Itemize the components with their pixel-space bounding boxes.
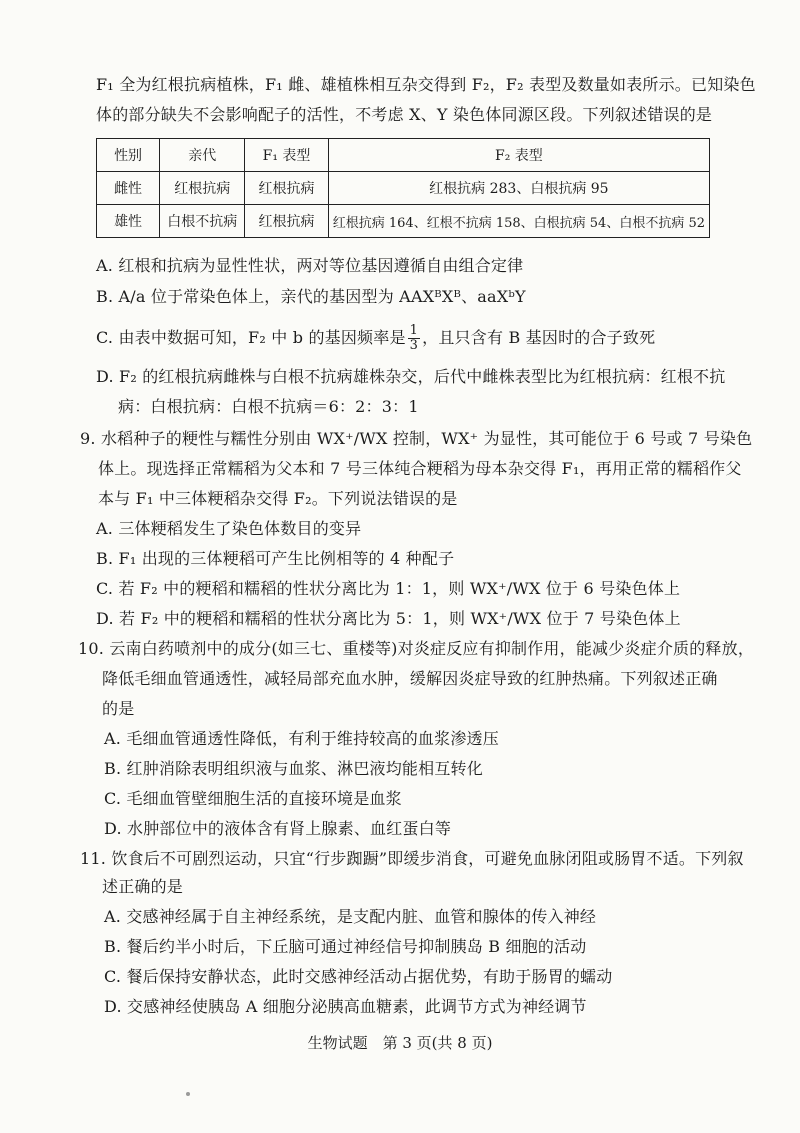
q9-option-d: D. 若 F₂ 中的粳稻和糯稻的性状分离比为 5：1，则 WX⁺/WX 位于 7 号染色体上 — [96, 609, 681, 628]
q8-option-a: A. 红根和抗病为显性性状，两对等位基因遵循自由组合定律 — [96, 256, 524, 275]
q10-option-b: B. 红肿消除表明组织液与血浆、淋巴液均能相互转化 — [104, 759, 483, 778]
q10-option-c: C. 毛细血管壁细胞生活的直接环境是血浆 — [104, 789, 402, 808]
q9-option-c: C. 若 F₂ 中的粳稻和糯稻的性状分离比为 1：1，则 WX⁺/WX 位于 6 号染色体上 — [96, 579, 681, 598]
q9-stem-line-3: 本与 F₁ 中三体粳稻杂交得 F₂。下列说法错误的是 — [98, 489, 458, 508]
q8-option-c — [96, 324, 655, 353]
genetics-table — [96, 138, 710, 238]
q8-option-d-line-1: D. F₂ 的红根抗病雌株与白根不抗病雄株杂交，后代中雌株表型比为红根抗病：红根不抗 — [96, 367, 726, 386]
q9-option-b: B. F₁ 出现的三体粳稻可产生比例相等的 4 种配子 — [96, 549, 455, 568]
table-cell: 红根抗病 — [245, 172, 328, 205]
fraction — [408, 324, 420, 353]
q11-option-a: A. 交感神经属于自主神经系统，是支配内脏、血管和腺体的传入神经 — [104, 907, 597, 926]
table-cell: 红根抗病 — [160, 172, 245, 205]
table-row — [97, 205, 710, 238]
table-cell: 红根抗病 — [245, 205, 328, 238]
q8-option-b: B. A/a 位于常染色体上，亲代的基因型为 AAXᴮXᴮ、aaXᵇY — [96, 287, 526, 306]
q8-option-d-line-2: 病：白根抗病：白根不抗病＝6：2：3：1 — [118, 397, 419, 416]
table-header-row — [97, 139, 710, 172]
q10-stem-line-2: 降低毛细血管通透性，减轻局部充血水肿，缓解因炎症导致的红肿热痛。下列叙述正确 — [102, 669, 718, 688]
scan-speck — [186, 1092, 190, 1096]
intro-line-2: 体的部分缺失不会影响配子的活性，不考虑 X、Y 染色体同源区段。下列叙述错误的是 — [96, 105, 713, 124]
q10-stem-line-3: 的是 — [102, 699, 135, 718]
page-footer: 生物试题 第 3 页(共 8 页) — [307, 1034, 493, 1052]
q10-option-d: D. 水肿部位中的液体含有肾上腺素、血红蛋白等 — [104, 819, 452, 838]
q8-option-c-post: ，且只含有 B 基因时的合子致死 — [422, 328, 656, 347]
table-cell: 红根抗病 283、白根抗病 95 — [328, 172, 709, 205]
q11-option-b: B. 餐后约半小时后，下丘脑可通过神经信号抑制胰岛 B 细胞的活动 — [104, 937, 587, 956]
intro-line-1: F₁ 全为红根抗病植株，F₁ 雌、雄植株相互杂交得到 F₂，F₂ 表型及数量如表所示。已知染色 — [96, 75, 756, 94]
q11-stem-line-1: 11. 饮食后不可剧烈运动，只宜“行步踟蹰”即缓步消食，可避免血脉闭阻或肠胃不适。下列叙 — [80, 849, 744, 868]
q9-stem-line-2: 体上。现选择正常糯稻为父本和 7 号三体纯合粳稻为母本杂交得 F₁，再用正常的糯稻作父 — [98, 459, 742, 478]
table-row — [97, 172, 710, 205]
header-f2: F₂ 表型 — [328, 139, 709, 172]
q9-stem-line-1: 9. 水稻种子的粳性与糯性分别由 WX⁺/WX 控制，WX⁺ 为显性，其可能位于 6 号或 7 号染色 — [80, 429, 753, 448]
q11-stem-line-2: 述正确的是 — [102, 877, 184, 896]
table-cell: 雄性 — [97, 205, 160, 238]
q11-option-d: D. 交感神经使胰岛 A 细胞分泌胰高血糖素，此调节方式为神经调节 — [104, 997, 587, 1016]
q10-option-a: A. 毛细血管通透性降低，有利于维持较高的血浆渗透压 — [104, 729, 499, 748]
q10-stem-line-1: 10. 云南白药喷剂中的成分(如三七、重楼等)对炎症反应有抑制作用，能减少炎症介质的释放， — [78, 639, 755, 658]
q8-option-c-pre: C. 由表中数据可知，F₂ 中 b 的基因频率是 — [96, 328, 406, 347]
q9-option-a: A. 三体粳稻发生了染色体数目的变异 — [96, 519, 362, 538]
fraction-denominator: 3 — [409, 338, 419, 353]
header-parent: 亲代 — [160, 139, 245, 172]
q11-option-c: C. 餐后保持安静状态，此时交感神经活动占据优势，有助于肠胃的蠕动 — [104, 967, 613, 986]
table-cell: 雌性 — [97, 172, 160, 205]
fraction-numerator: 1 — [409, 323, 419, 338]
header-f1: F₁ 表型 — [245, 139, 328, 172]
table-cell: 红根抗病 164、红根不抗病 158、白根抗病 54、白根不抗病 52 — [328, 205, 709, 238]
table-cell: 白根不抗病 — [160, 205, 245, 238]
header-sex: 性别 — [97, 139, 160, 172]
